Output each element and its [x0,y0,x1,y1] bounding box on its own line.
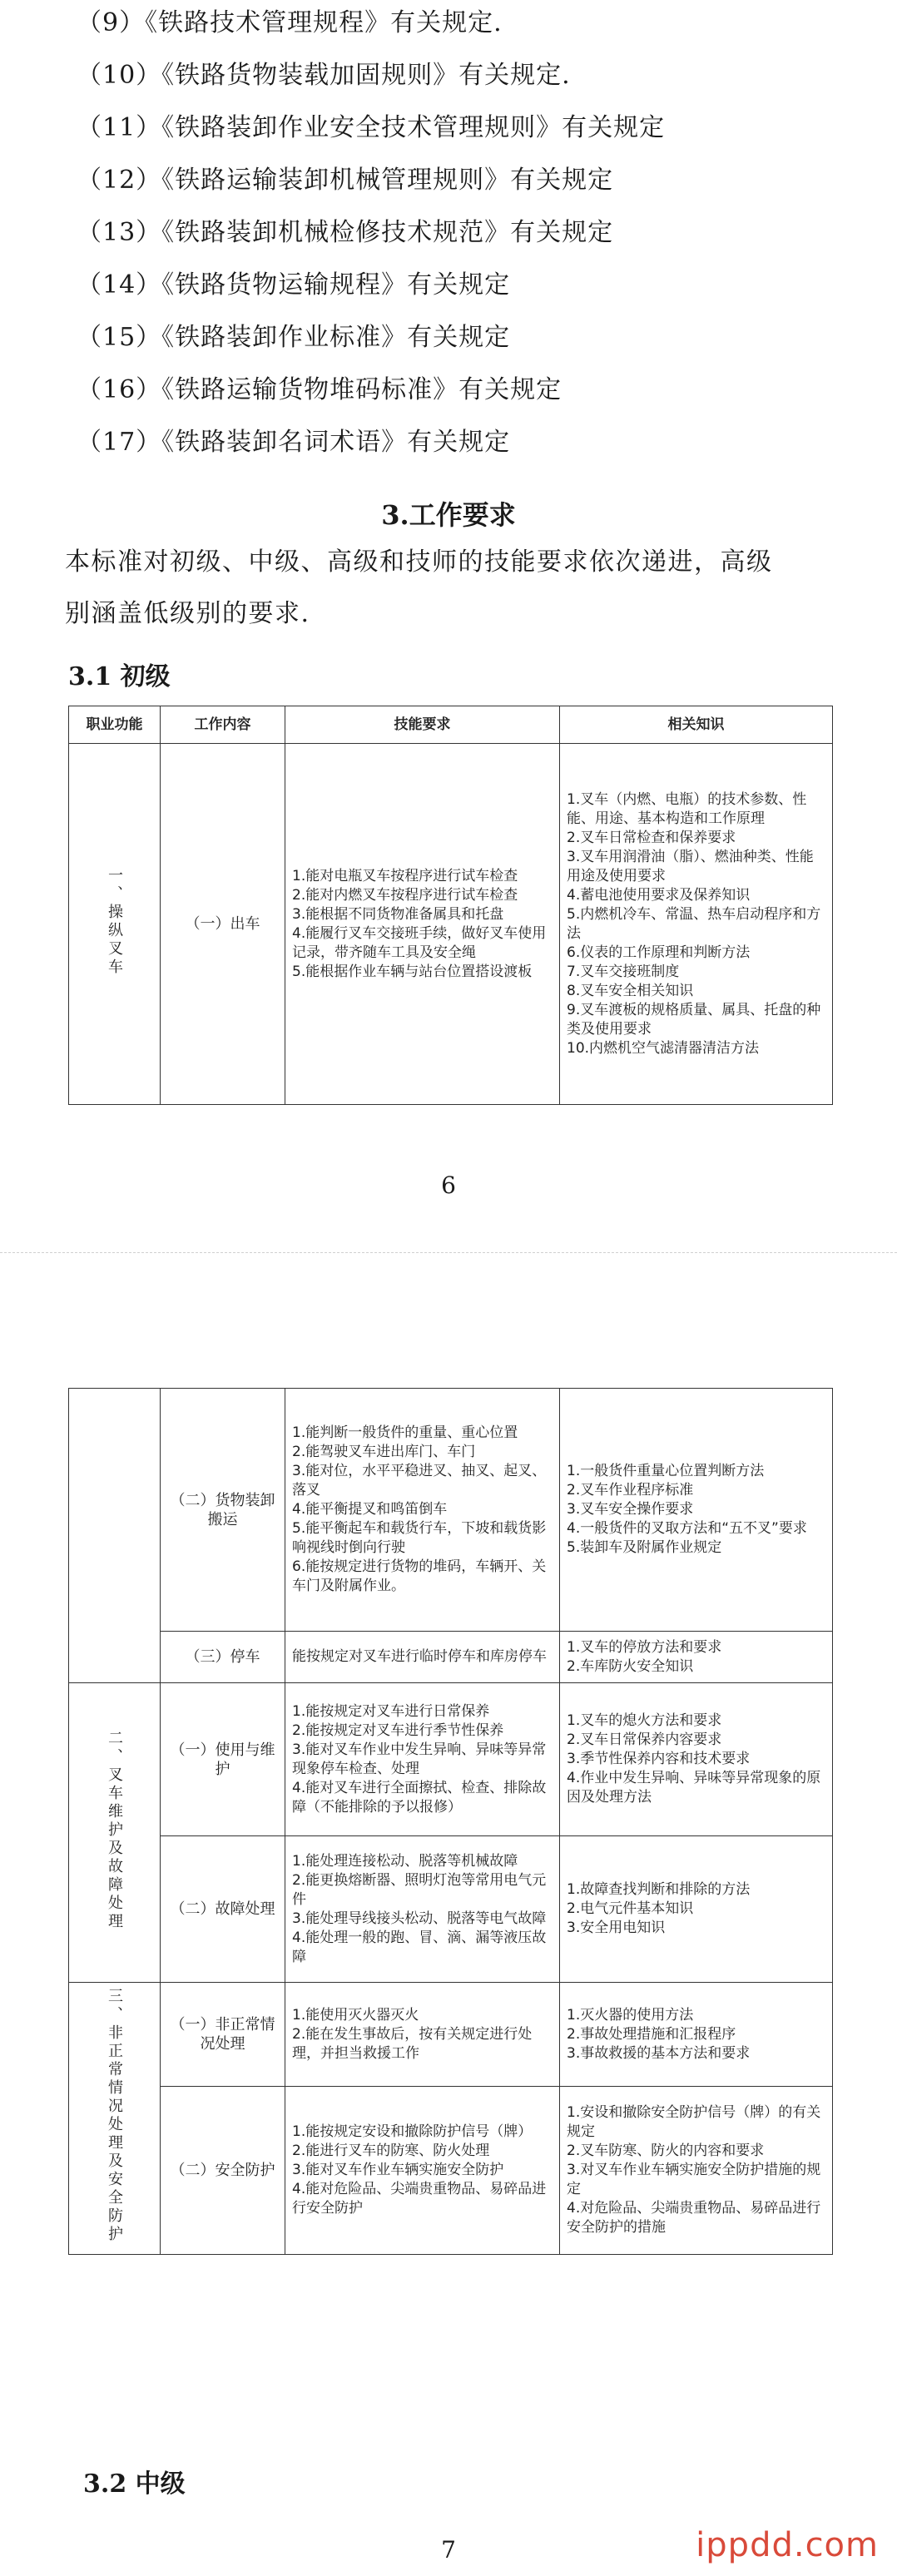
list-item: 1.能处理连接松动、脱落等机械故障 [292,1852,518,1870]
list-item: 1.故障查找判断和排除的方法 [567,1881,751,1898]
reference-item: （12）《铁路运输装卸机械管理规则》有关规定 [77,166,614,195]
function-label: 三、非正常情况处理及安全防护 [106,1988,123,2244]
sub-heading-junior: 3.1 初级 [68,662,171,691]
reference-item: （10）《铁路货物装载加固规则》有关规定. [77,61,571,90]
skills-table-1 [68,706,833,1105]
list-item: 3.能对叉车作业车辆实施安全防护 [292,2162,504,2179]
function-label: 一、操纵叉车 [106,866,123,977]
reference-item: （11）《铁路装卸作业安全技术管理规则》有关规定 [77,113,666,142]
header-function: 职业功能 [69,706,161,744]
skills-cell [285,1983,560,2087]
list-item: 5.内燃机冷车、常温、热车启动程序和方法 [567,905,821,942]
skills-cell [285,1389,560,1632]
list-item: 2.能在发生事故后，按有关规定进行处理，并担当救援工作 [292,2025,533,2062]
list-item: 4.能对叉车进行全面擦拭、检查、排除故障（不能排除的予以报修） [292,1779,547,1816]
list-item: 1.叉车的熄火方法和要求 [567,1712,722,1729]
reference-item: （16）《铁路运输货物堆码标准》有关规定 [77,375,562,404]
list-item: 2.叉车日常检查和保养要求 [567,829,736,846]
list-item: 1.能按规定安设和撤除防护信号（牌） [292,2123,533,2141]
list-item: 3.能根据不同货物准备属具和托盘 [292,905,504,923]
list-item: 2.能进行叉车的防寒、防火处理 [292,2143,490,2160]
list-item: 2.车库防火安全知识 [567,1657,694,1675]
table-row [69,1983,833,2087]
content-cell: （二）故障处理 [161,1836,285,1983]
list-item: 4.能平衡提叉和鸣笛倒车 [292,1501,448,1518]
list-item: 2.叉车防寒、防火的内容和要求 [567,2143,765,2160]
list-item: 4.蓄电池使用要求及保养知识 [567,886,751,904]
list-item: 3.事故救援的基本方法和要求 [567,2044,751,2062]
list-item: 2.事故处理措施和汇报程序 [567,2025,736,2043]
knowledge-cell [560,1836,833,1983]
content-cell: （一）非正常情况处理 [161,1983,285,2087]
list-item: 3.叉车安全操作要求 [567,1501,694,1518]
list-item: 7.叉车交接班制度 [567,963,680,980]
list-item: 1.能按规定对叉车进行日常保养 [292,1702,490,1720]
section-title: 3.工作要求 [381,499,516,531]
list-item: 6.仪表的工作原理和判断方法 [567,944,751,961]
reference-item: （15）《铁路装卸作业标准》有关规定 [77,323,511,352]
list-item: 5.能根据作业车辆与站台位置搭设渡板 [292,963,533,980]
header-knowledge: 相关知识 [560,706,833,744]
watermark: ippdd.com [696,2526,879,2564]
function-cell [69,1983,161,2255]
skills-table-2 [68,1388,833,2255]
list-item: 6.能按规定进行货物的堆码，车辆开、关车门及附属作业。 [292,1558,547,1594]
list-item: 3.能处理导线接头松动、脱落等电气故障 [292,1910,547,1927]
table-row [69,1389,833,1632]
list-item: 1.叉车（内燃、电瓶）的技术参数、性能、用途、基本构造和工作原理 [567,790,807,827]
content-cell: （三）停车 [161,1632,285,1683]
list-item: 1.叉车的停放方法和要求 [567,1638,722,1656]
content-cell: （二）货物装卸搬运 [161,1389,285,1632]
knowledge-cell [560,1389,833,1632]
skills-cell [285,744,560,1105]
list-item: 3.安全用电知识 [567,1920,666,1936]
list-item: 5.装卸车及附属作业规定 [567,1539,722,1556]
list-item: 10.内燃机空气滤清器清洁方法 [567,1039,760,1057]
function-cell [69,744,161,1105]
skills-cell [285,1632,560,1683]
header-content: 工作内容 [161,706,285,744]
list-item: 3.季节性保养内容和技术要求 [567,1751,751,1767]
page-7 [0,1248,897,2576]
page-number: 6 [441,1172,456,1199]
paragraph-line-2: 别涵盖低级别的要求. [65,599,310,628]
list-item: 2.能更换熔断器、照明灯泡等常用电气元件 [292,1871,547,1908]
list-item: 4.能履行叉车交接班手续，做好叉车使用记录，带齐随车工具及安全绳 [292,924,547,961]
sub-heading-intermediate: 3.2 中级 [83,2469,186,2499]
list-item: 3.能对叉车作业中发生异响、异味等异常现象停车检查、处理 [292,1741,547,1777]
list-item: 2.叉车日常保养内容要求 [567,1731,722,1748]
list-item: 3.叉车用润滑油（脂）、燃油种类、性能用途及使用要求 [567,848,814,884]
list-item: 4.一般货件的叉取方法和“五不叉”要求 [567,1520,807,1537]
list-item: 1.能判断一般货件的重量、重心位置 [292,1424,518,1441]
list-item: 1.能使用灭火器灭火 [292,2006,419,2024]
header-skills: 技能要求 [285,706,560,744]
knowledge-cell [560,744,833,1105]
list-item: 1.一般货件重量心位置判断方法 [567,1463,765,1479]
list-item: 1.安设和撤除安全防护信号（牌）的有关规定 [567,2104,821,2141]
table-row [69,1836,833,1983]
table-row [69,1632,833,1683]
list-item: 2.能驾驶叉车进出库门、车门 [292,1444,476,1460]
list-item: 2.能对内燃叉车按程序进行试车检查 [292,886,518,904]
content-cell: （二）安全防护 [161,2087,285,2255]
list-item: 能按规定对叉车进行临时停车和库房停车 [292,1648,547,1665]
skills-cell [285,1683,560,1836]
list-item: 2.能按规定对叉车进行季节性保养 [292,1721,504,1739]
content-cell: （一）使用与维护 [161,1683,285,1836]
table-row [69,1683,833,1836]
list-item: 9.叉车渡板的规格质量、属具、托盘的种类及使用要求 [567,1001,821,1038]
list-item: 3.对叉车作业车辆实施安全防护措施的规定 [567,2162,821,2198]
knowledge-cell [560,1983,833,2087]
reference-item: （9）《铁路技术管理规程》有关规定. [77,8,503,37]
skills-cell [285,2087,560,2255]
list-item: 5.能平衡起车和载货行车，下坡和载货影响视线时倒向行驶 [292,1520,547,1556]
knowledge-cell [560,2087,833,2255]
list-item: 2.叉车作业程序标准 [567,1482,694,1499]
table-row [69,2087,833,2255]
list-item: 3.能对位，水平平稳进叉、抽叉、起叉、落叉 [292,1463,547,1499]
page-number: 7 [441,2536,456,2564]
list-item: 2.电气元件基本知识 [567,1900,694,1917]
page-6 [0,0,897,1248]
reference-item: （14）《铁路货物运输规程》有关规定 [77,270,511,300]
knowledge-cell [560,1632,833,1683]
paragraph-line-1: 本标准对初级、中级、高级和技师的技能要求依次递进，高级 [65,547,773,577]
content-cell: （一）出车 [161,744,285,1105]
knowledge-cell [560,1683,833,1836]
list-item: 4.作业中发生异响、异味等异常现象的原因及处理方法 [567,1770,821,1806]
function-cell [69,1389,161,1683]
list-item: 1.灭火器的使用方法 [567,2006,694,2024]
table-header-row [69,706,833,744]
reference-item: （17）《铁路装卸名词术语》有关规定 [77,428,511,457]
list-item: 1.能对电瓶叉车按程序进行试车检查 [292,867,518,884]
list-item: 4.能对危险品、尖端贵重物品、易碎品进行安全防护 [292,2181,547,2217]
function-cell [69,1683,161,1983]
reference-item: （13）《铁路装卸机械检修技术规范》有关规定 [77,218,614,247]
table-row [69,744,833,1105]
list-item: 4.能处理一般的跑、冒、滴、漏等液压故障 [292,1929,547,1965]
list-item: 4.对危险品、尖端贵重物品、易碎品进行安全防护的措施 [567,2200,821,2237]
list-item: 8.叉车安全相关知识 [567,982,694,999]
function-label: 二、叉车维护及故障处理 [106,1729,123,1931]
skills-cell [285,1836,560,1983]
